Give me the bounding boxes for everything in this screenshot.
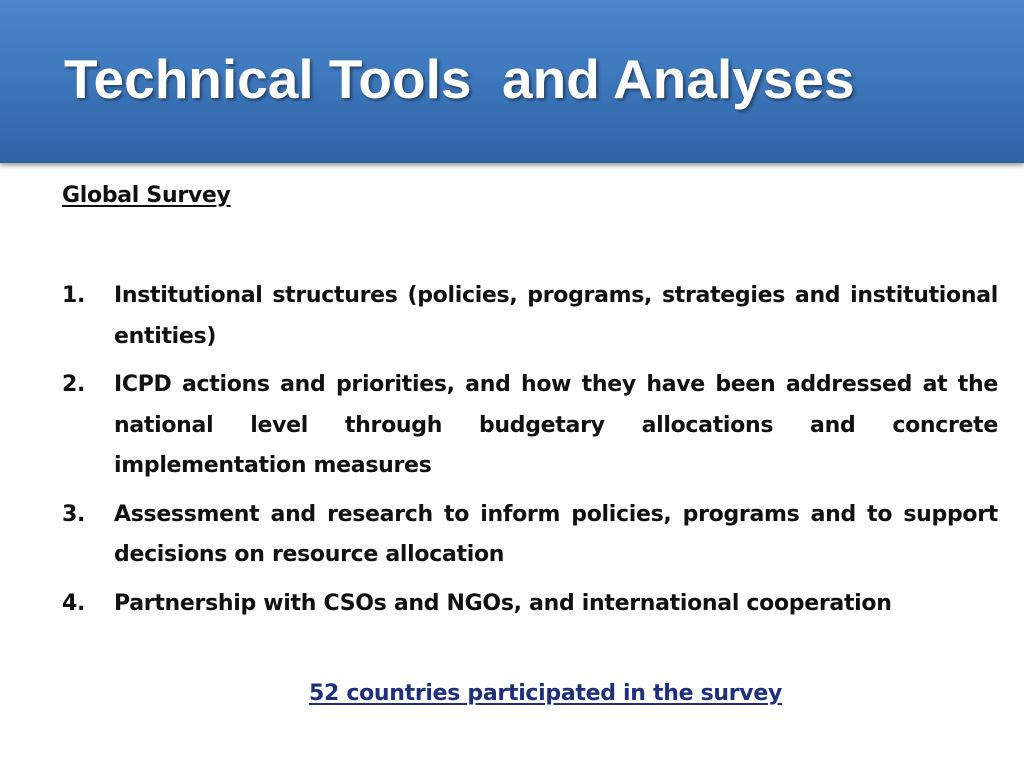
list-item [62,276,998,357]
list-item-number: 3. [62,501,86,527]
survey-participation-link[interactable]: 52 countries participated in the survey [309,681,782,706]
list-item-text: Partnership with CSOs and NGOs, and international cooperation [114,590,892,616]
list-item [62,495,998,576]
section-heading: Global Survey [62,183,231,208]
list-item-text: Assessment and research to inform policies, programs and to support decisions on resource allocation [114,501,998,567]
slide-content [62,178,998,632]
numbered-list [62,276,998,624]
list-item-number: 1. [62,283,86,308]
list-item-text: Institutional structures (policies, programs, strategies and institutional entities) [114,283,998,349]
slide-title: Technical Tools and Analyses [64,48,855,110]
list-item [62,584,998,625]
list-item-number: 4. [62,590,86,616]
list-item-number: 2. [62,372,86,397]
list-item-text: ICPD actions and priorities, and how they have been addressed at the national level through budgetary allocations and concrete implementation measures [114,372,998,478]
title-bar [0,0,1024,163]
list-item [62,365,998,487]
